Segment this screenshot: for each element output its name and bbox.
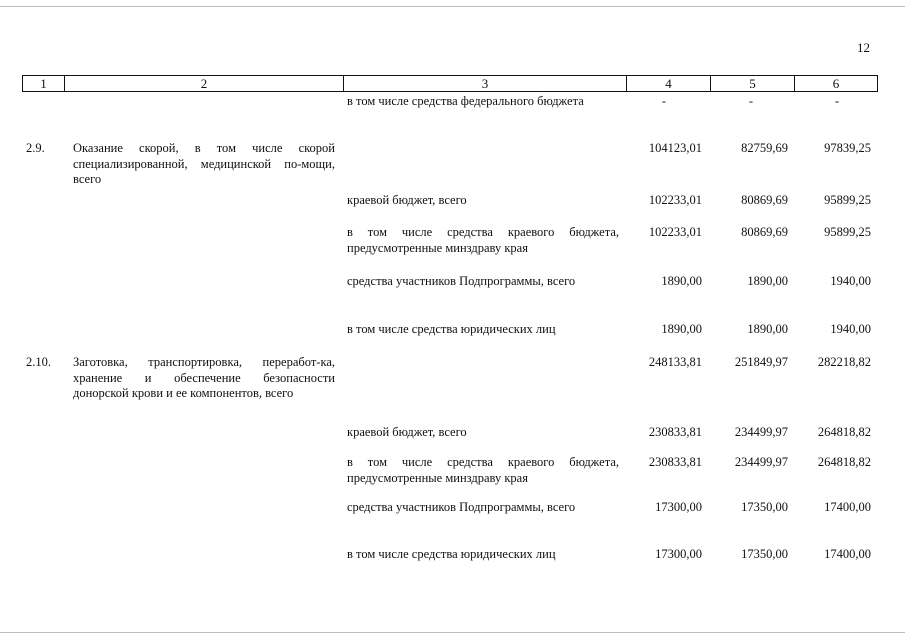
value-col-5: 1890,00 bbox=[747, 322, 788, 336]
page-number: 12 bbox=[857, 40, 870, 55]
bottom-page-edge bbox=[0, 632, 905, 633]
value-col-5: 234499,97 bbox=[734, 455, 788, 469]
value-col-4: 230833,81 bbox=[648, 455, 702, 469]
item-number: 2.9. bbox=[26, 141, 45, 155]
value-col-6: 17400,00 bbox=[824, 547, 871, 561]
value-col-6: 95899,25 bbox=[824, 193, 871, 207]
value-col-4: 1890,00 bbox=[661, 322, 702, 336]
value-col-4: 1890,00 bbox=[661, 274, 702, 288]
header-col-5: 5 bbox=[749, 76, 756, 91]
value-col-5: - bbox=[748, 94, 754, 108]
funding-source: в том числе средства краевого бюджета, предусмотренные минздраву края bbox=[347, 455, 619, 485]
header-col-1: 1 bbox=[40, 76, 47, 91]
funding-source: средства участников Подпрограммы, всего bbox=[347, 274, 576, 288]
value-col-5: 251849,97 bbox=[734, 355, 788, 369]
value-col-5: 1890,00 bbox=[747, 274, 788, 288]
value-col-4: 104123,01 bbox=[648, 141, 702, 155]
funding-source: средства участников Подпрограммы, всего bbox=[347, 500, 576, 514]
value-col-6: 1940,00 bbox=[830, 274, 871, 288]
funding-source: в том числе средства юридических лиц bbox=[347, 322, 556, 336]
value-col-6: 282218,82 bbox=[817, 355, 871, 369]
value-col-6: 17400,00 bbox=[824, 500, 871, 514]
funding-source: краевой бюджет, всего bbox=[347, 425, 467, 439]
value-col-5: 82759,69 bbox=[741, 141, 788, 155]
value-col-5: 234499,97 bbox=[734, 425, 788, 439]
value-col-5: 80869,69 bbox=[741, 225, 788, 239]
value-col-5: 17350,00 bbox=[741, 547, 788, 561]
header-col-3: 3 bbox=[481, 76, 489, 91]
top-page-edge bbox=[0, 6, 905, 7]
value-col-6: 95899,25 bbox=[824, 225, 871, 239]
funding-source: краевой бюджет, всего bbox=[347, 193, 467, 207]
value-col-6: 264818,82 bbox=[817, 425, 871, 439]
value-col-4: 102233,01 bbox=[648, 193, 702, 207]
value-col-6: - bbox=[834, 94, 840, 108]
value-col-4: - bbox=[661, 94, 667, 108]
value-col-6: 264818,82 bbox=[817, 455, 871, 469]
value-col-4: 17300,00 bbox=[655, 500, 702, 514]
value-col-4: 248133,81 bbox=[648, 355, 702, 369]
value-col-5: 17350,00 bbox=[741, 500, 788, 514]
item-number: 2.10. bbox=[26, 355, 51, 369]
header-col-2: 2 bbox=[200, 76, 208, 91]
funding-source: в том числе средства федерального бюджета bbox=[347, 94, 584, 108]
value-col-4: 102233,01 bbox=[648, 225, 702, 239]
funding-source: в том числе средства краевого бюджета, предусмотренные минздраву края bbox=[347, 225, 619, 255]
value-col-4: 17300,00 bbox=[655, 547, 702, 561]
value-col-6: 97839,25 bbox=[824, 141, 871, 155]
item-name: Заготовка, транспортировка, переработ-ка, хранение и обеспечение безопасности донорской крови и ее компонентов, всего bbox=[73, 355, 335, 400]
funding-source: в том числе средства юридических лиц bbox=[347, 547, 556, 561]
item-name: Оказание скорой, в том числе скорой специализированной, медицинской по-мощи, всего bbox=[73, 141, 335, 186]
value-col-4: 230833,81 bbox=[648, 425, 702, 439]
header-col-4: 4 bbox=[665, 76, 672, 91]
table-header-row bbox=[22, 75, 878, 92]
value-col-5: 80869,69 bbox=[741, 193, 788, 207]
value-col-6: 1940,00 bbox=[830, 322, 871, 336]
header-col-6: 6 bbox=[832, 76, 840, 91]
